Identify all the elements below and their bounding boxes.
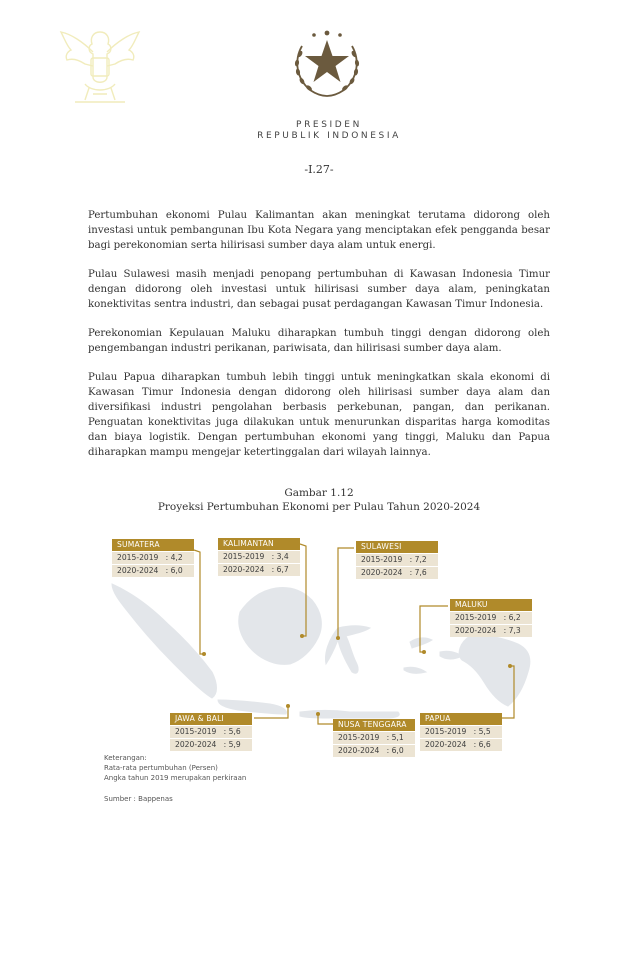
figure-title: Proyeksi Pertumbuhan Ekonomi per Pulau Tahun 2020-2024 xyxy=(157,501,481,513)
region-box-papua xyxy=(420,713,502,751)
notes-line-1: Rata-rata pertumbuhan (Persen) xyxy=(104,764,218,772)
figure-label: Gambar 1.12 xyxy=(284,487,354,499)
region-name: SULAWESI xyxy=(356,541,438,553)
paragraph-sulawesi: Pulau Sulawesi masih menjadi penopang pertumbuhan di Kawasan Indonesia Timur dengan didorong oleh investasi untuk hilirisasi sumber daya alam, peningkatan konektivitas sentra industri, dan sebagai pusat perdagangan Kawasan Timur Indonesia. xyxy=(88,269,550,310)
region-value-2020-2024: 2020-2024 : 6,6 xyxy=(420,739,502,751)
region-box-jawa-bali xyxy=(170,713,252,751)
region-name: NUSA TENGGARA xyxy=(333,719,415,731)
paragraph-maluku: Perekonomian Kepulauan Maluku diharapkan tumbuh tinggi dengan didorong oleh pengembangan industri perikanan, pariwisata, dan hilirisasi sumber daya alam. xyxy=(88,328,550,354)
page-number: -I.27- xyxy=(304,163,334,176)
connector-sumatera xyxy=(194,550,204,654)
region-value-2020-2024: 2020-2024 : 7,6 xyxy=(356,567,438,579)
region-box-kalimantan xyxy=(218,538,300,576)
region-name: PAPUA xyxy=(420,713,502,725)
figure-notes xyxy=(104,753,246,783)
island-kalimantan xyxy=(239,588,322,665)
island-sumatera xyxy=(112,584,217,698)
header-subtitle: REPUBLIK INDONESIA xyxy=(257,131,401,141)
island-jawa xyxy=(218,700,286,714)
region-value-2020-2024: 2020-2024 : 6,7 xyxy=(218,564,300,576)
paragraph-kalimantan: Pertumbuhan ekonomi Pulau Kalimantan akan meningkat terutama didorong oleh investasi untuk pembangunan Ibu Kota Negara yang menciptakan efek pengganda besar bagi perekonomian serta hilirisasi sumber daya alam untuk energi. xyxy=(88,210,550,251)
paragraph-papua: Pulau Papua diharapkan tumbuh lebih tinggi untuk meningkatkan skala ekonomi di Kawasan Timur Indonesia dengan didorong oleh hilirisasi sumber daya alam dan diversifikasi industri pengolahan berbasis perkebunan, pangan, dan perikanan. Penguatan konektivitas juga dilakukan untuk menurunkan disparitas harga komoditas dan biaya logistik. Dengan pertumbuhan ekonomi yang tinggi, Maluku dan Papua diharapkan mampu mengejar ketertinggalan dari wilayah lainnya. xyxy=(88,372,550,458)
connector-sulawesi xyxy=(338,548,354,638)
region-value-2020-2024: 2020-2024 : 6,0 xyxy=(112,565,194,577)
header-title: PRESIDEN xyxy=(296,120,362,130)
region-name: MALUKU xyxy=(450,599,532,611)
region-value-2015-2019: 2015-2019 : 5,6 xyxy=(170,726,252,738)
region-value-2020-2024: 2020-2024 : 7,3 xyxy=(450,625,532,637)
region-value-2015-2019: 2015-2019 : 6,2 xyxy=(450,612,532,624)
connector-maluku xyxy=(420,606,448,652)
region-box-sulawesi xyxy=(356,541,438,579)
notes-line-2: Angka tahun 2019 merupakan perkiraan xyxy=(104,774,247,782)
region-value-2015-2019: 2015-2019 : 5,1 xyxy=(333,732,415,744)
region-name: KALIMANTAN xyxy=(218,538,300,550)
region-name: SUMATERA xyxy=(112,539,194,551)
island-maluku xyxy=(404,638,462,673)
island-papua xyxy=(459,635,530,706)
region-value-2015-2019: 2015-2019 : 3,4 xyxy=(218,551,300,563)
island-sulawesi xyxy=(326,626,371,674)
region-box-maluku xyxy=(450,599,532,637)
region-box-nusa-tenggara xyxy=(333,719,415,757)
region-value-2015-2019: 2015-2019 : 5,5 xyxy=(420,726,502,738)
region-value-2020-2024: 2020-2024 : 6,0 xyxy=(333,745,415,757)
region-box-sumatera xyxy=(112,539,194,577)
region-value-2015-2019: 2015-2019 : 7,2 xyxy=(356,554,438,566)
region-name: JAWA & BALI xyxy=(170,713,252,725)
region-value-2015-2019: 2015-2019 : 4,2 xyxy=(112,552,194,564)
region-value-2020-2024: 2020-2024 : 5,9 xyxy=(170,739,252,751)
notes-heading: Keterangan: xyxy=(104,754,147,762)
figure-source: Sumber : Bappenas xyxy=(104,795,173,803)
island-nusa-tenggara xyxy=(300,711,399,719)
